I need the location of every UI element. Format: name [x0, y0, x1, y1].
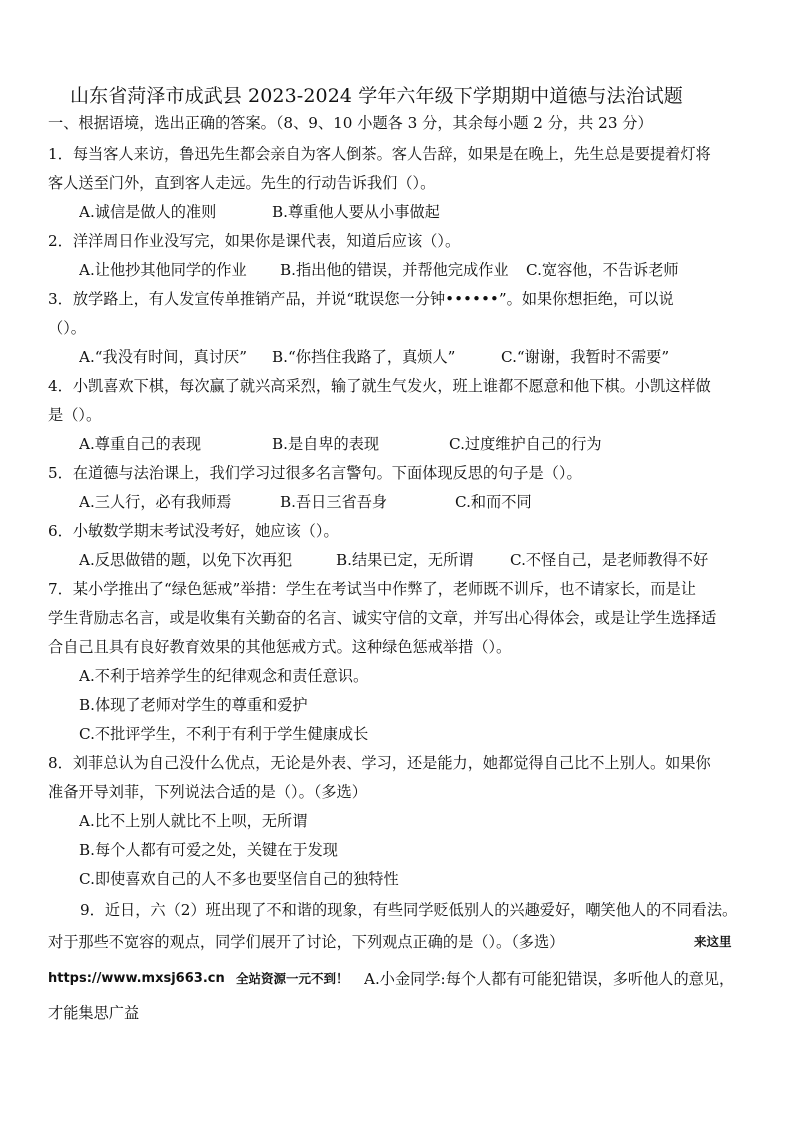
question-3-option-a: A.“我没有时间，真讨厌”	[79, 348, 248, 366]
question-8-option-c: C.即使喜欢自己的人不多也要坚信自己的独特性	[79, 870, 399, 888]
watermark-text: 来这里	[694, 934, 732, 949]
question-7-text-cont: 合自己且具有良好教育效果的其他惩戒方式。这种绿色惩戒举措（）。	[48, 638, 512, 656]
question-1-text: 1．每当客人来访，鲁迅先生都会亲自为客人倒茶。客人告辞，如果是在晚上，先生总是要提着灯将	[48, 145, 711, 163]
question-3-options	[79, 347, 747, 367]
question-9-option-a: A.小金同学:每个人都有可能犯错误，多听他人的意见，	[364, 970, 735, 988]
question-6-option-c: C.不怪自己，是老师教得不好	[510, 551, 709, 569]
watermark-url-link[interactable]: https://www.mxsj663.cn	[48, 971, 225, 986]
question-8-option-b: B.每个人都有可爱之处，关键在于发现	[79, 841, 338, 859]
watermark-slogan: 全站资源一元不到！	[236, 971, 349, 986]
question-3-option-c: C.“谢谢，我暂时不需要”	[501, 348, 670, 366]
question-9-text: 9．近日，六（2）班出现了不和谐的现象，有些同学贬低别人的兴趣爱好，嘲笑他人的不同看法。	[80, 901, 738, 919]
question-2-option-a: A.让他抄其他同学的作业	[79, 261, 247, 279]
question-9-option-a-cont: 才能集思广益	[48, 1004, 140, 1022]
question-7-option-b: B.体现了老师对学生的尊重和爱护	[79, 696, 308, 714]
question-8-text-cont: 准备开导刘菲，下列说法合适的是（）。（多选）	[48, 783, 367, 801]
page-title: 山东省菏泽市成武县 2023-2024 学年六年级下学期期中道德与法治试题	[70, 85, 683, 107]
question-4-text: 4．小凯喜欢下棋，每次赢了就兴高采烈，输了就生气发火，班上谁都不愿意和他下棋。小凯这样做	[48, 377, 711, 395]
question-2-options	[79, 260, 747, 280]
question-1-text-cont: 客人送至门外，直到客人走远。先生的行动告诉我们（）。	[48, 174, 436, 192]
question-8-option-a: A.比不上别人就比不上呗，无所谓	[79, 812, 308, 830]
question-5-option-c: C.和而不同	[455, 493, 532, 511]
question-5-text: 5．在道德与法治课上，我们学习过很多名言警句。下面体现反思的句子是（）。	[48, 464, 582, 482]
question-2-text: 2．洋洋周日作业没写完，如果你是课代表，知道后应该（）。	[48, 232, 461, 250]
question-6-option-b: B.结果已定，无所谓	[336, 551, 474, 569]
question-9-text-cont	[48, 932, 748, 952]
question-2-option-c: C.宽容他，不告诉老师	[526, 261, 679, 279]
question-6-options	[79, 550, 747, 570]
question-7-text-cont: 学生背励志名言，或是收集有关勤奋的名言、诚实守信的文章，并写出心得体会，或是让学生选择适	[48, 609, 717, 627]
question-7-text: 7．某小学推出了“绿色惩戒”举措：学生在考试当中作弊了，老师既不训斥，也不请家长，而是让	[48, 580, 696, 598]
question-5-option-b: B.吾日三省吾身	[280, 493, 388, 511]
question-1-option-a: A.诚信是做人的准则	[79, 203, 217, 221]
question-3-text: 3．放学路上，有人发宣传单推销产品，并说“耽误您一分钟••••••”。如果你想拒绝，可以说	[48, 290, 674, 308]
question-2-option-b: B.指出他的错误，并帮他完成作业	[280, 261, 509, 279]
question-4-option-b: B.是自卑的表现	[272, 435, 380, 453]
question-7-option-c: C.不批评学生，不利于有利于学生健康成长	[79, 725, 369, 743]
question-5-option-a: A.三人行，必有我师焉	[79, 493, 232, 511]
question-9-watermark-line	[48, 969, 748, 989]
question-1-option-b: B.尊重他人要从小事做起	[272, 203, 440, 221]
question-4-text-cont: 是（）。	[48, 406, 102, 424]
section-heading: 一、根据语境，选出正确的答案。（8、9、10 小题各 3 分，其余每小题 2 分，共 23 分）	[48, 114, 653, 132]
question-5-options	[79, 492, 747, 512]
question-3-option-b: B.“你挡住我路了，真烦人”	[272, 348, 456, 366]
question-1-options	[79, 202, 747, 222]
question-4-options	[79, 434, 747, 454]
question-6-text: 6．小敏数学期末考试没考好，她应该（）。	[48, 522, 339, 540]
question-8-text: 8．刘菲总认为自己没什么优点，无论是外表、学习，还是能力，她都觉得自己比不上别人。如果你	[48, 754, 711, 772]
question-3-text-cont: （）。	[48, 319, 86, 337]
question-6-option-a: A.反思做错的题，以免下次再犯	[79, 551, 293, 569]
question-7-option-a: A.不利于培养学生的纪律观念和责任意识。	[79, 667, 369, 685]
question-4-option-a: A.尊重自己的表现	[79, 435, 202, 453]
question-4-option-c: C.过度维护自己的行为	[449, 435, 602, 453]
question-9-prompt: 对于那些不宽容的观点，同学们展开了讨论，下列观点正确的是（）。（多选）	[48, 933, 565, 951]
